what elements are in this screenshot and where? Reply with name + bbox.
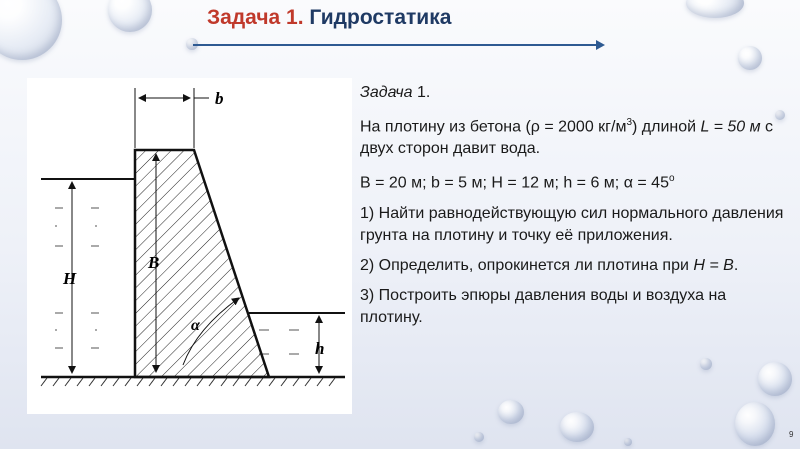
water-drop-decoration	[735, 402, 775, 446]
page-number: 9	[789, 430, 794, 439]
question-2-part: 2) Определить, опрокинется ли плотина при	[360, 256, 694, 274]
question-2	[360, 255, 790, 277]
water-drop-decoration	[700, 358, 712, 370]
water-drop-decoration	[108, 0, 152, 32]
dam-drawing	[27, 78, 352, 414]
task-heading-word: Задача	[360, 84, 413, 101]
task-heading	[360, 82, 790, 104]
water-drop-decoration	[686, 0, 744, 18]
downstream-water	[259, 330, 299, 354]
water-drop-decoration	[560, 412, 594, 442]
task-condition-length: L = 50 м	[700, 118, 761, 136]
slide-title-prefix: Задача 1.	[207, 6, 304, 29]
label-h: h	[315, 339, 325, 358]
label-alpha: α	[191, 317, 200, 334]
dam-diagram	[27, 78, 352, 414]
task-heading-number: 1.	[412, 84, 431, 101]
slide-title	[207, 6, 451, 30]
task-condition-part: с двух сторон давит вода.	[360, 118, 774, 158]
label-b: b	[215, 89, 224, 108]
question-2-part: .	[733, 256, 739, 274]
water-drop-decoration	[738, 46, 762, 70]
question-3: 3) Построить эпюры давления воды и воздуха на плотину.	[360, 286, 727, 326]
arrow-right-icon	[596, 40, 605, 50]
task-condition-part: ) длиной	[632, 118, 701, 136]
label-H: H	[63, 269, 77, 288]
dimension-b	[135, 88, 209, 148]
label-B: B	[148, 253, 160, 272]
water-drop-decoration	[624, 438, 632, 446]
question-1: 1) Найти равнодействующую сил нормального давления грунта на плотину и точку её приложения.	[360, 204, 784, 244]
ground	[41, 377, 345, 386]
superscript: 3	[626, 117, 633, 128]
task-text	[360, 82, 790, 329]
task-parameters-text: B = 20 м; b = 5 м; H = 12 м; h = 6 м; α = 45	[360, 174, 669, 192]
question-2-condition: H = B	[693, 256, 734, 274]
task-condition	[360, 112, 790, 160]
water-drop-decoration	[0, 0, 62, 60]
task-condition-part: На плотину из бетона (ρ = 2000 кг/м	[360, 118, 627, 136]
water-drop-decoration	[758, 362, 792, 396]
superscript: o	[668, 173, 675, 185]
upstream-water	[55, 208, 99, 348]
water-drop-decoration	[498, 400, 524, 424]
water-drop-decoration	[474, 432, 484, 442]
slide-title-rest: Гидростатика	[303, 6, 452, 29]
title-underline	[193, 44, 598, 46]
task-parameters	[360, 168, 790, 194]
